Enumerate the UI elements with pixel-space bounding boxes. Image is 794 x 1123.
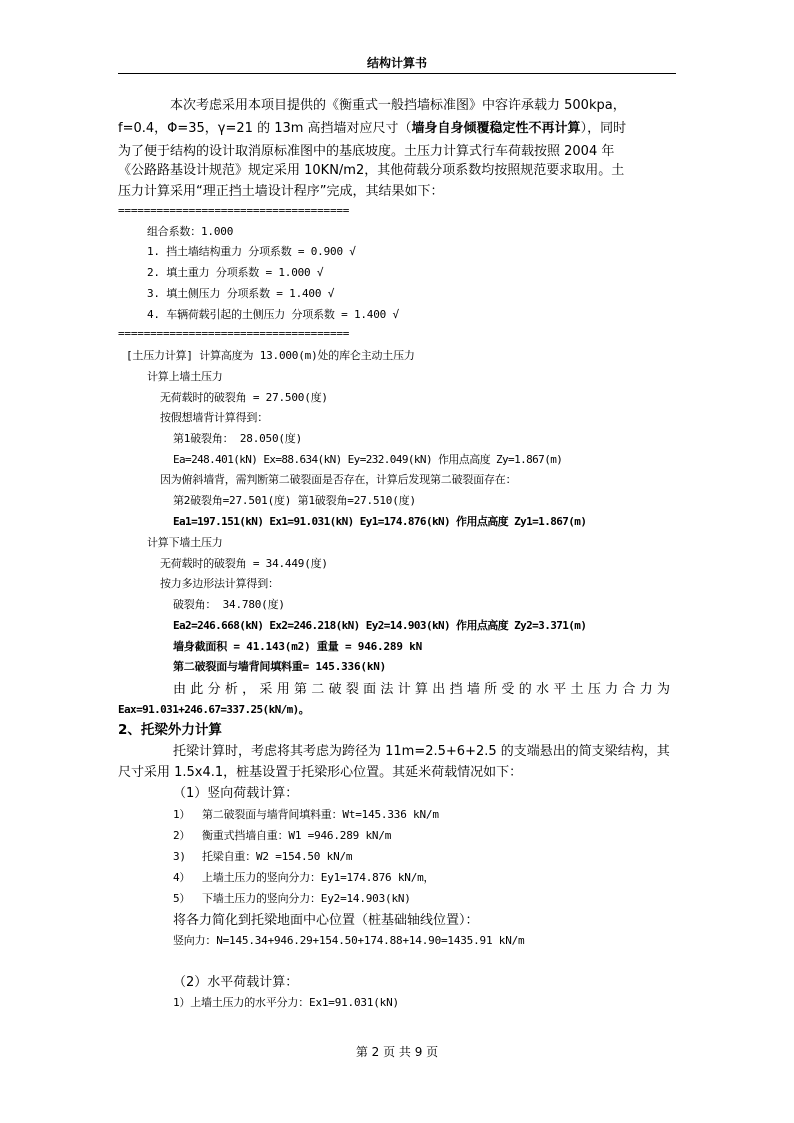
vertical-item-1-text: 第二破裂面与墙背间填料重：Wt=145.336 kN/m (202, 808, 439, 821)
combo-item-2: 2. 填土重力 分项系数 = 1.000 √ (147, 266, 324, 279)
vertical-item-4-text: 上墙土压力的竖向分力：Ey1=174.876 kN/m， (202, 871, 435, 884)
intro-line-4: 《公路路基设计规范》规定采用 10KN/m2，其他荷载分项系数均按照规范要求取用。土 (118, 163, 625, 178)
intro-line-1: 本次考虑采用本项目提供的《衡重式一般挡墙标准图》中容许承载力 500kpa， (170, 98, 626, 113)
horizontal-load-title: （2）水平荷载计算： (173, 975, 299, 990)
calc-upper-ea1: Ea1=197.151(kN) Ex1=91.031(kN) Ey1=174.876(kN) 作用点高度 Zy1=1.867(m) (173, 515, 587, 528)
calc-conclusion-1: 由此分析，采用第二破裂面法计算出挡墙所受的水平土压力合力为 (173, 682, 670, 697)
intro-line-2-post: ），同时 (580, 121, 627, 136)
calc-upper-ea: Ea=248.401(kN) Ex=88.634(kN) Ey=232.049(kN) 作用点高度 Zy=1.867(m) (173, 453, 563, 466)
intro-line-2-bold: 墙身自身倾覆稳定性不再计算 (411, 121, 581, 136)
calc-upper-no-load: 无荷载时的破裂角 = 27.500(度) (160, 391, 328, 404)
vertical-item-5-num: 5） (173, 892, 191, 905)
vertical-item-3-text: 托梁自重：W2 =154.50 kN/m (202, 850, 353, 863)
calc-upper-note: 因为俯斜墙背，需判断第二破裂面是否存在，计算后发现第二破裂面存在： (160, 473, 517, 486)
section-2-title: 2、托梁外力计算 (118, 722, 222, 738)
intro-line-2 (118, 121, 626, 137)
calc-lower-title: 计算下墙土压力 (147, 536, 223, 549)
section-2-para-2: 尺寸采用 1.5x4.1，桩基设置于托梁形心位置。其延米荷载情况如下： (118, 765, 523, 780)
calc-conclusion-2: Eax=91.031+246.67=337.25(kN/m)。 (118, 703, 310, 716)
vertical-item-4-num: 4） (173, 871, 191, 884)
calc-upper-method: 按假想墙背计算得到： (160, 411, 268, 424)
separator-line-2: ==================================== (118, 327, 350, 340)
calc-section-area: 墙身截面积 = 41.143(m2) 重量 = 946.289 kN (173, 640, 423, 653)
calc-fill-weight: 第二破裂面与墙背间填料重= 145.336(kN) (173, 660, 387, 673)
vertical-item-1-num: 1） (173, 808, 191, 821)
horizontal-item-1: 1）上墙土压力的水平分力：Ex1=91.031(kN) (173, 996, 399, 1009)
header-rule (118, 73, 676, 74)
intro-line-2-pre: f=0.4，Φ=35，γ=21 的 13m 高挡墙对应尺寸（ (118, 121, 412, 136)
vertical-item-3-num: 3) (173, 850, 186, 863)
calc-lower-angle: 破裂角： 34.780(度) (173, 598, 285, 611)
vertical-item-2-text: 衡重式挡墙自重：W1 =946.289 kN/m (202, 829, 392, 842)
calc-lower-no-load: 无荷载时的破裂角 = 34.449(度) (160, 557, 328, 570)
combo-item-3: 3. 填土侧压力 分项系数 = 1.400 √ (147, 287, 335, 300)
calc-upper-title: 计算上墙土压力 (147, 370, 223, 383)
simplify-note: 将各力简化到托梁地面中心位置（桩基础轴线位置）： (173, 913, 479, 928)
intro-line-3: 为了便于结构的设计取消原标准图中的基底坡度。土压力计算式行车荷载按照 2004 年 (118, 144, 615, 159)
vertical-load-title: （1）竖向荷载计算： (173, 786, 299, 801)
calc-lower-method: 按力多边形法计算得到： (160, 577, 279, 590)
calc-upper-angle-1: 第1破裂角： 28.050(度) (173, 432, 303, 445)
vertical-sum: 竖向力：N=145.34+946.29+154.50+174.88+14.90=1435.91 kN/m (173, 934, 525, 947)
combo-title: 组合系数：1.000 (147, 225, 234, 238)
calc-lower-ea2: Ea2=246.668(kN) Ex2=246.218(kN) Ey2=14.903(kN) 作用点高度 Zy2=3.371(m) (173, 619, 587, 632)
calc-heading: [土压力计算] 计算高度为 13.000(m)处的库仑主动土压力 (126, 349, 415, 362)
intro-line-5: 压力计算采用“理正挡土墙设计程序”完成，其结果如下： (118, 184, 444, 199)
combo-item-4: 4. 车辆荷载引起的土侧压力 分项系数 = 1.400 √ (147, 308, 399, 321)
vertical-item-2-num: 2） (173, 829, 191, 842)
vertical-item-5-text: 下墙土压力的竖向分力：Ey2=14.903(kN) (202, 892, 411, 905)
page-header-title: 结构计算书 (366, 56, 427, 70)
separator-line-1: ==================================== (118, 204, 350, 217)
section-2-para-1: 托梁计算时，考虑将其考虑为跨径为 11m=2.5+6+2.5 的支端悬出的简支梁结构，其 (173, 744, 670, 759)
combo-item-1: 1. 挡土墙结构重力 分项系数 = 0.900 √ (147, 245, 356, 258)
page-number-footer: 第 2 页 共 9 页 (355, 1045, 439, 1059)
calc-upper-angle-2: 第2破裂角=27.501(度) 第1破裂角=27.510(度) (173, 494, 416, 507)
